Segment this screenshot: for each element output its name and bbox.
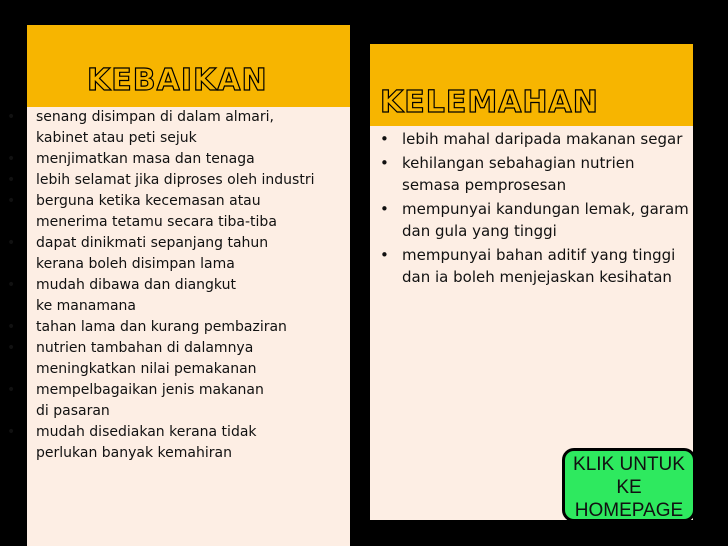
list-item: • mempelbagaikan jenis makanan di pasaran [0,380,271,422]
homepage-button[interactable]: KLIK UNTUK KE HOMEPAGE [562,448,696,522]
list-item: • lebih mahal daripada makanan segar [376,128,696,150]
list-item: • mempunyai bahan aditif yang tinggi dan ia boleh menjejaskan kesihatan [376,244,692,288]
list-item: • menjimatkan masa dan tenaga [0,149,325,170]
list-item: • nutrien tambahan di dalamnya meningkatkan nilai pemakanan [0,338,266,380]
kebaikan-list [0,107,325,464]
list-item: • mudah dibawa dan diangkut ke manamana [0,275,246,317]
kelemahan-list [376,128,696,290]
list-item: • berguna ketika kecemasan atau menerima tetamu secara tiba-tiba [0,191,311,233]
list-item: • lebih selamat jika diproses oleh industri [0,170,325,191]
list-item: • kehilangan sebahagian nutrien semasa pemprosesan [376,152,662,196]
list-item: • dapat dinikmati sepanjang tahun kerana boleh disimpan lama [0,233,306,275]
list-item: • mudah disediakan kerana tidak perlukan banyak kemahiran [0,422,306,464]
list-item: • tahan lama dan kurang pembaziran [0,317,325,338]
list-item: • mempunyai kandungan lemak, garam dan gula yang tinggi [376,198,692,242]
kebaikan-title: KEBAIKAN [87,63,268,98]
list-item: • senang disimpan di dalam almari, kabinet atau peti sejuk [0,107,306,149]
kelemahan-title: KELEMAHAN [380,85,599,120]
